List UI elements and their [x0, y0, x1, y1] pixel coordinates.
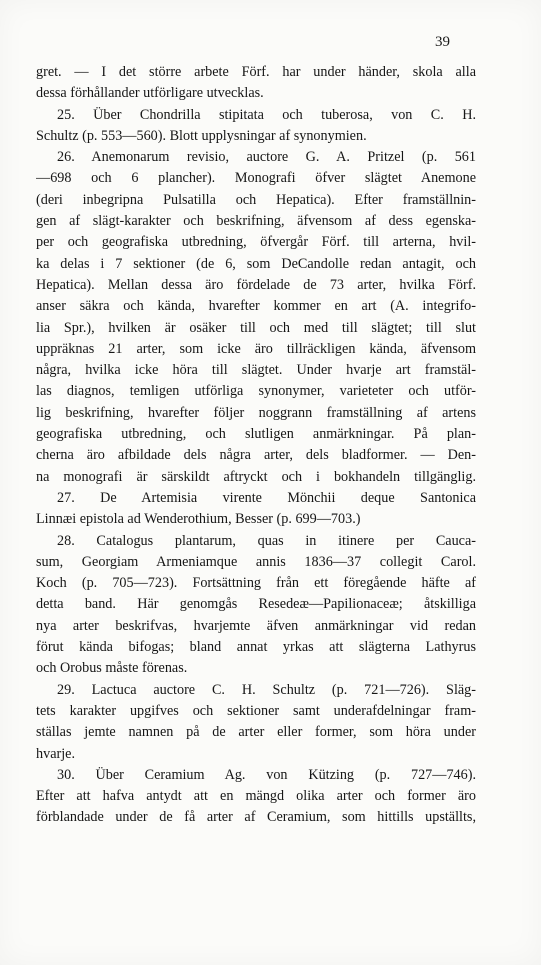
text-line: 26. Anemonarum revisio, auctore G. A. Pritzel (p. 561 — [57, 149, 476, 166]
text-line: las diagnos, temligen utförliga synonymer, varieteter och utför- — [36, 383, 476, 400]
text-line: 27. De Artemisia virente Mönchii deque Santonica — [57, 489, 476, 506]
text-line: Efter att hafva antydt att en mängd olika arter och former äro — [36, 788, 476, 805]
text-line: sum, Georgiam Armeniamque annis 1836—37 collegit Carol. — [36, 553, 476, 570]
text-line: tets karakter upgifves och sektioner samt underafdelningar fram- — [36, 702, 476, 719]
text-line: —698 och 6 plancher). Monografi öfver slägtet Anemone — [36, 170, 476, 187]
text-line: 28. Catalogus plantarum, quas in itinere per Cauca- — [57, 532, 476, 549]
text-line: ställas jemte namnen på de arter eller former, som höra under — [36, 724, 476, 741]
text-line: geografiska utbredning, och slutligen anmärkningar. På plan- — [36, 426, 476, 443]
text-line: Koch (p. 705—723). Fortsättning från ett föregående häfte af — [36, 575, 476, 592]
body-text — [36, 62, 476, 829]
text-line: detta band. Här genomgås Resedeæ—Papilionaceæ; åtskilliga — [36, 596, 476, 613]
text-line: anser säkra och kända, hvarefter kommer en art (A. integrifo- — [36, 298, 476, 315]
text-line: några, hvilka icke höra till slägtet. Under hvarje art framstäl- — [36, 362, 476, 379]
text-line: Schultz (p. 553—560). Blott upplysningar af synonymien. — [36, 127, 367, 144]
text-line: och Orobus måste förenas. — [36, 660, 188, 677]
text-line: gret. — I det större arbete Förf. har under händer, skola alla — [36, 64, 476, 80]
text-line: Linnæi epistola ad Wenderothium, Besser (p. 699—703.) — [36, 511, 361, 528]
text-line: lig beskrifning, hvarefter följer noggrann framställning af artens — [36, 404, 476, 421]
text-line: 25. Über Chondrilla stipitata och tuberosa, von C. H. — [57, 106, 476, 123]
text-line: hvarje. — [36, 745, 75, 762]
text-line: (deri inbegripna Pulsatilla och Hepatica). Efter framställnin- — [36, 191, 476, 208]
text-line: förut kända bifogas; bland annat yrkas att slägterna Lathyrus — [36, 639, 476, 656]
text-line: Hepatica). Mellan dessa äro fördelade de 73 arter, hvilka Förf. — [36, 276, 476, 293]
text-line: 30. Über Ceramium Ag. von Kützing (p. 727—746). — [57, 766, 476, 783]
text-line: cherna äro afbildade dels några arter, dels bladformer. — Den- — [36, 447, 476, 464]
text-line: per och geografiska utbredning, öfvergår Förf. till arterna, hvil- — [36, 234, 476, 251]
text-line: gen af slägt-karakter och beskrifning, äfvensom af dess egenska- — [36, 213, 476, 230]
text-line: dessa förhållander utförligare utvecklas. — [36, 85, 264, 102]
text-line: na monografi är särskildt aftryckt och i bokhandeln tillgänglig. — [36, 468, 476, 485]
text-line: uppräknas 21 arter, som icke äro tillräckligen kända, äfvensom — [36, 340, 476, 357]
text-line: nya arter beskrifvas, hvarjemte äfven anmärkningar vid redan — [36, 617, 476, 634]
text-line: lia Spr.), hvilken är osäker till och med till slägtet; till slut — [36, 319, 476, 336]
page-number: 39 — [435, 34, 450, 50]
text-line: förblandade under de få arter af Ceramium, som hittills upställts, — [36, 809, 476, 826]
text-line: ka delas i 7 sektioner (de 6, som DeCandolle redan antagit, och — [36, 255, 476, 272]
text-line: 29. Lactuca auctore C. H. Schultz (p. 721—726). Släg- — [57, 681, 476, 698]
